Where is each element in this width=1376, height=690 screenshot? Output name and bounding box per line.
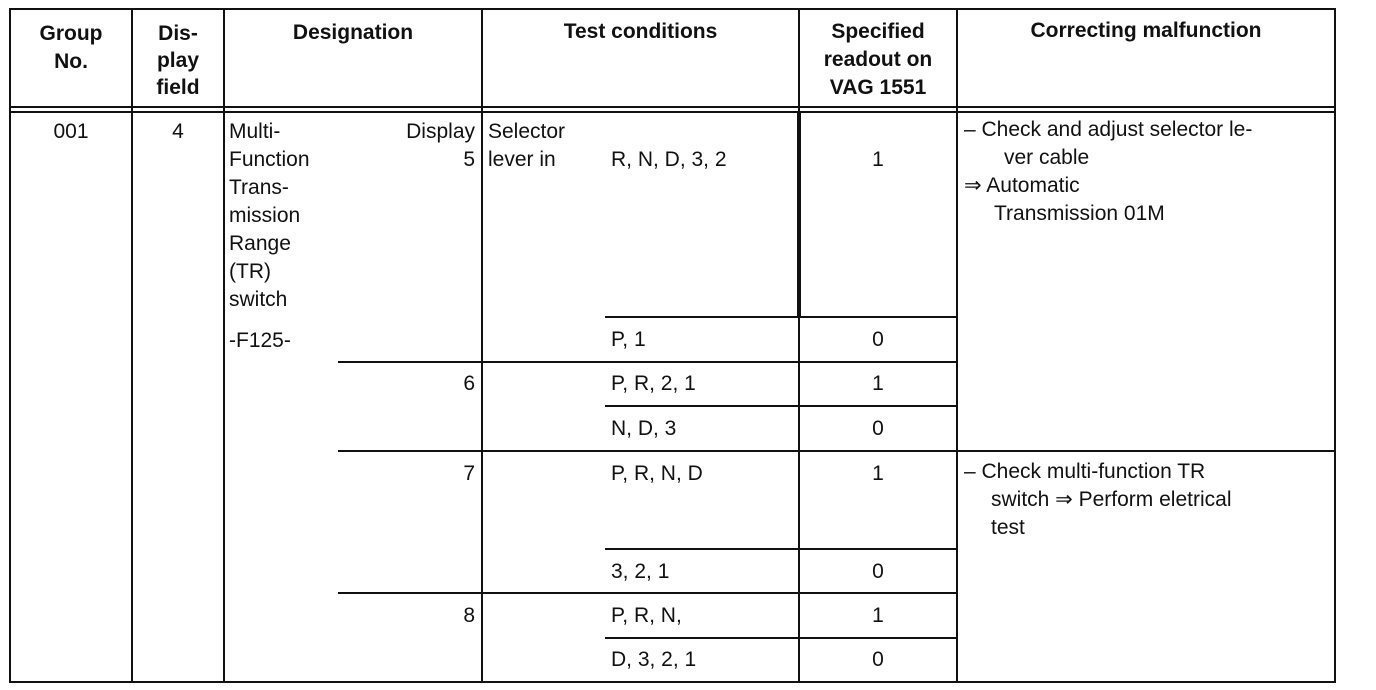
- positions-cell: R, N, D, 3, 2: [611, 148, 727, 171]
- designation-line: Multi-: [229, 120, 281, 143]
- header-correcting: Correcting malfunction: [1030, 19, 1262, 42]
- correcting-block-1: [964, 116, 1252, 228]
- header-specified-line-3: VAG 1551: [829, 76, 927, 99]
- positions-cell: P, R, N, D: [611, 462, 703, 485]
- header-separator-1: [9, 106, 1336, 108]
- positions-cell: D, 3, 2, 1: [611, 648, 697, 671]
- positions-cell: P, 1: [611, 328, 646, 351]
- positions-cell: N, D, 3: [611, 417, 677, 440]
- readout-cell: 0: [872, 328, 884, 351]
- row-line-2: [338, 361, 958, 363]
- correcting-2-line-2: switch ⇒ Perform eletrical: [991, 488, 1232, 511]
- readout-cell: 1: [872, 604, 884, 627]
- group-number: 001: [53, 120, 89, 143]
- correcting-1-line-3: ⇒ Automatic: [964, 174, 1080, 197]
- readout-cell: 1: [872, 372, 884, 395]
- designation-part-number: -F125-: [229, 329, 291, 352]
- correcting-block-2: [964, 458, 1232, 542]
- header-display-field: [133, 20, 223, 101]
- selector-lever-label: [488, 118, 565, 174]
- readout-cell: 1: [872, 148, 884, 171]
- designation-line: Trans-: [229, 176, 289, 199]
- designation-line: mission: [229, 204, 301, 227]
- header-separator-2: [9, 111, 1336, 113]
- bold-segment-1: [797, 113, 801, 318]
- readout-cell: 0: [872, 417, 884, 440]
- header-display-line-2: play: [156, 49, 200, 72]
- header-specified-line-1: Specified: [831, 20, 925, 43]
- designation-line: (TR): [229, 260, 271, 283]
- table-border-left: [9, 8, 11, 683]
- header-test-conditions: Test conditions: [563, 20, 718, 43]
- designation-line: Function: [229, 148, 310, 171]
- selector-line-2: lever in: [488, 148, 556, 171]
- table-border-right: [1334, 8, 1336, 683]
- designation-name: [229, 118, 310, 314]
- display-number-8: 8: [463, 604, 475, 627]
- readout-cell: 0: [872, 560, 884, 583]
- table-border-top: [9, 8, 1336, 10]
- header-specified-readout: [800, 18, 956, 102]
- readout-cell: 0: [872, 648, 884, 671]
- correcting-2-line-1: – Check multi-function TR: [964, 460, 1206, 483]
- display-label: Display: [406, 120, 475, 143]
- table-border-bottom: [9, 681, 1336, 683]
- header-designation: Designation: [292, 21, 414, 44]
- correcting-1-line-2: ver cable: [1004, 146, 1090, 169]
- correcting-1-line-4: Transmission 01M: [994, 202, 1165, 225]
- header-group-line-1: Group: [39, 22, 103, 45]
- designation-line: switch: [229, 288, 288, 311]
- correcting-1-line-1: – Check and adjust selector le-: [964, 118, 1253, 141]
- positions-cell: P, R, 2, 1: [611, 372, 696, 395]
- readout-cell: 1: [872, 462, 884, 485]
- positions-cell: 3, 2, 1: [611, 560, 670, 583]
- header-specified-line-2: readout on: [823, 48, 933, 71]
- col-divider-readout: [956, 8, 958, 683]
- row-line-6: [338, 592, 958, 594]
- row-line-1: [605, 316, 958, 318]
- selector-line-1: Selector: [488, 120, 566, 143]
- display-field-number: 4: [172, 120, 184, 143]
- col-divider-display: [223, 8, 225, 683]
- row-line-5: [605, 548, 958, 550]
- col-divider-group: [131, 8, 133, 683]
- display-number-7: 7: [463, 462, 475, 485]
- header-display-line-1: Dis-: [158, 22, 198, 45]
- header-group-line-2: No.: [54, 50, 88, 73]
- display-number-6: 6: [463, 372, 475, 395]
- display-number-5: 5: [463, 148, 475, 171]
- positions-cell: P, R, N,: [611, 604, 682, 627]
- correcting-2-line-3: test: [991, 516, 1025, 539]
- header-group-no: [11, 20, 131, 76]
- designation-line: Range: [229, 232, 291, 255]
- col-divider-designation: [481, 8, 483, 683]
- row-line-4: [338, 450, 1336, 452]
- row-line-7: [605, 637, 958, 639]
- row-line-3: [605, 405, 958, 407]
- header-display-line-3: field: [156, 76, 200, 99]
